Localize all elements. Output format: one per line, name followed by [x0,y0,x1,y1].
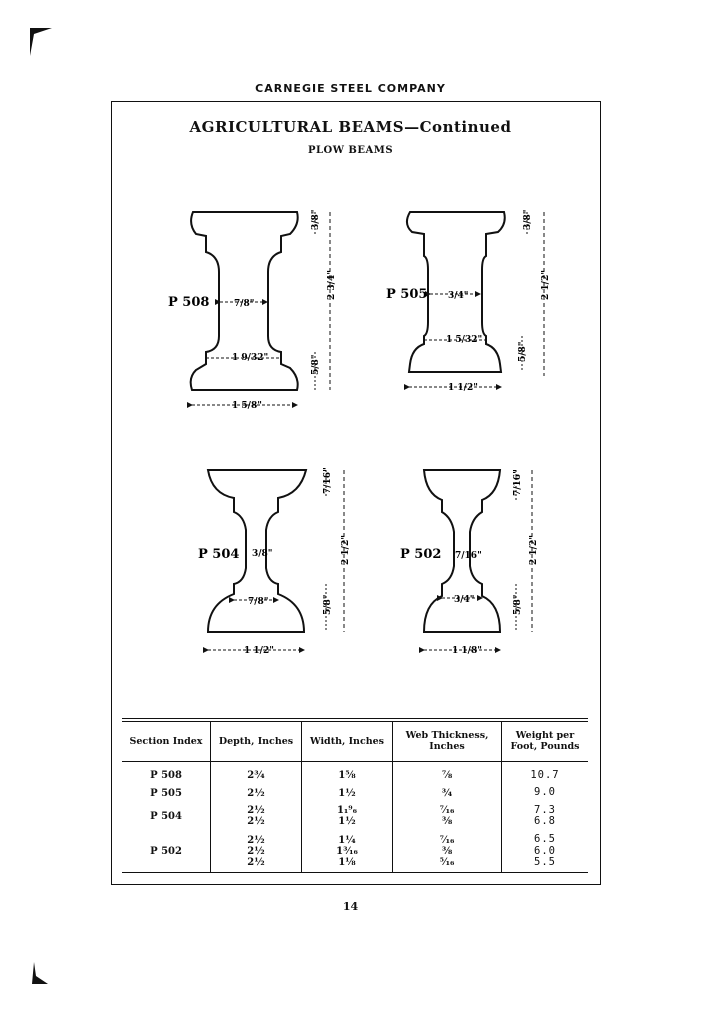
width-cell-line: 1⅝ [338,770,356,782]
p505-flange-dim: 1 5/32" [446,335,483,345]
p508-bottom-dim: 5/8" [311,354,321,375]
p508-top-dim: 3/8" [311,209,321,230]
section-p504-drawing [198,467,351,656]
company-header: CARNEGIE STEEL COMPANY [255,82,446,95]
depth-cell [211,802,302,831]
p502-base-dim: 1 1/8" [452,646,482,656]
depth-cell-line: 2½ [247,845,265,857]
p504-flange-dim: 7/8" [248,597,269,607]
p504-web-dim: 3/8" [252,549,273,559]
weight-cell-line: 5.5 [534,856,556,869]
web-thickness-cell-line: ⁵⁄₁₆ [439,856,455,868]
page-subtitle: PLOW BEAMS [307,145,394,156]
p504-bottom-dim: 5/8" [323,594,333,615]
section-index-cell: P 505 [150,787,182,799]
width-cell [302,761,393,784]
weight-cell-line: 9.0 [534,786,556,799]
width-cell-line: 1₁⁹₆ [336,805,358,817]
col-header-section: Section Index [122,722,211,761]
depth-cell [211,784,302,802]
web-thickness-cell-line: ⅞ [441,770,453,782]
web-thickness-cell [393,761,502,784]
weight-cell [502,802,589,831]
p502-bottom-dim: 5/8" [513,594,523,615]
p502-label: P 502 [400,547,442,562]
section-p505-drawing [386,209,551,393]
table-row [122,802,588,831]
depth-cell-line: 2¾ [247,770,265,782]
p508-base-dim: 1 5/8" [232,401,262,411]
p505-label: P 505 [386,287,428,302]
p502-top-dim: 7/16" [513,469,523,496]
width-cell-line: 1½ [338,816,356,828]
width-cell [302,831,393,872]
col-header-depth: Depth, Inches [211,722,302,761]
p505-bottom-dim: 5/8" [518,341,528,362]
weight-cell [502,761,589,784]
weight-cell-line: 6.0 [534,844,556,857]
p504-depth-dim: 2 1/2" [341,535,351,565]
width-cell-line: 1⅛ [338,856,356,868]
p502-flange-dim: 3/4" [454,595,475,605]
depth-cell-line: 2½ [247,805,265,817]
width-cell-line: 1¼ [338,834,356,846]
table-row [122,761,588,784]
p502-web-dim: 7/16" [455,551,482,561]
p504-base-dim: 1 1/2" [244,646,274,656]
section-p502-drawing [400,469,539,656]
width-cell [302,802,393,831]
weight-cell-line: 6.5 [534,832,556,845]
width-cell [302,784,393,802]
web-thickness-cell-line: ⁷⁄₁₆ [439,805,455,817]
p508-label: P 508 [168,295,210,310]
depth-cell-line: 2½ [247,834,265,846]
weight-cell [502,784,589,802]
depth-cell-line: 2½ [247,816,265,828]
bottom-left-corner-mark [32,962,62,992]
web-thickness-cell-line: ⁷⁄₁₆ [439,834,455,846]
p505-top-dim: 3/8" [523,209,533,230]
weight-cell-line: 10.7 [530,768,560,781]
width-cell-line: 1³⁄₁₆ [336,845,358,857]
col-header-weight: Weight per Foot, Pounds [502,722,589,761]
depth-cell [211,831,302,872]
web-thickness-cell [393,802,502,831]
section-p508-drawing [168,209,337,411]
section-index-cell: P 504 [150,810,182,822]
col-header-web: Web Thickness, Inches [393,722,502,761]
p508-depth-dim: 2 3/4" [327,270,337,300]
p504-label: P 504 [198,547,240,562]
table-row [122,784,588,802]
weight-cell-line: 6.8 [534,815,556,828]
web-thickness-cell [393,784,502,802]
section-index-cell: P 502 [150,845,182,857]
page-number: 14 [342,900,359,913]
section-index-cell: P 508 [150,770,182,782]
table-bottom-rule [122,872,588,873]
table-row [122,831,588,872]
web-thickness-cell [393,831,502,872]
web-thickness-cell-line: ⅜ [441,845,453,857]
page-title: AGRICULTURAL BEAMS—Continued [189,118,512,136]
width-cell-line: 1½ [338,787,356,799]
web-thickness-cell-line: ⅜ [441,816,453,828]
col-header-width: Width, Inches [302,722,393,761]
p502-depth-dim: 2 1/2" [529,535,539,565]
p504-top-dim: 7/16" [323,467,333,494]
p505-base-dim: 1 1/2" [448,383,478,393]
p505-depth-dim: 2 1/2" [541,270,551,300]
depth-cell [211,761,302,784]
depth-cell-line: 2½ [247,787,265,799]
table-header-row [122,722,588,761]
p505-web-dim: 3/4" [448,291,469,301]
weight-cell [502,831,589,872]
beam-table [122,718,588,873]
p508-flange-dim: 1 9/32" [232,353,269,363]
weight-cell-line: 7.3 [534,803,556,816]
web-thickness-cell-line: ¾ [441,787,453,799]
p508-web-dim: 7/8" [234,299,255,309]
depth-cell-line: 2½ [247,856,265,868]
